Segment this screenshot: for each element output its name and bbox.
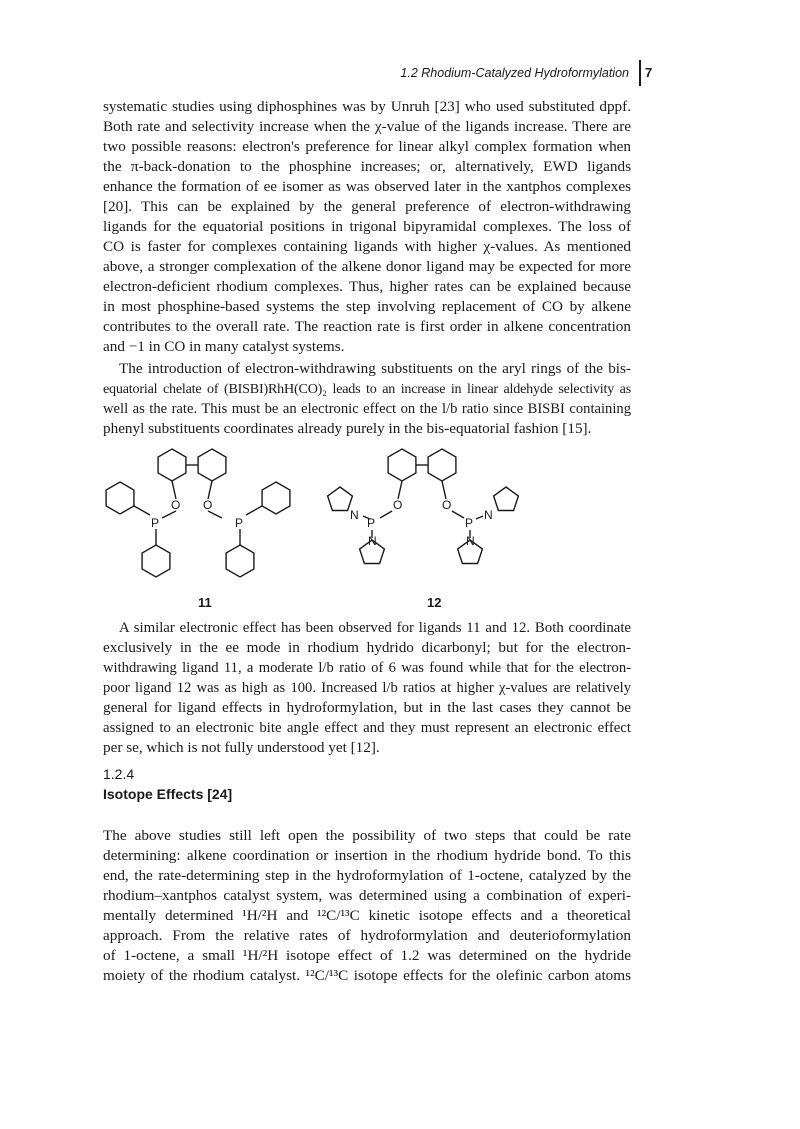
text-line: of 1-octene, a small ¹H/²H isotope effect of 1.2 was determined on the hydride — [103, 947, 631, 964]
text-line: assigned to an electronic bite angle effect and they must represent an electronic effect — [103, 720, 631, 736]
text-line: CO is faster for complexes containing ligands with higher χ-values. As mentioned — [103, 238, 631, 255]
benzene-ring — [142, 545, 170, 577]
text-line: rhodium–xantphos catalyst system, was determined using a combination of experi- — [103, 887, 631, 904]
nitrogen-label: N — [466, 534, 475, 548]
header-rule — [639, 60, 641, 86]
compound-12-structure — [328, 449, 519, 564]
nitrogen-label: N — [350, 508, 359, 522]
phosphorus-label: P — [465, 516, 474, 530]
benzene-ring — [198, 449, 226, 481]
text-line: phenyl substituents coordinates already purely in the bis-equatorial fashion [15]. — [103, 420, 592, 437]
phosphorus-label: P — [151, 516, 160, 530]
paragraph-4 — [103, 826, 631, 986]
oxygen-label: O — [171, 498, 181, 512]
benzene-ring — [226, 545, 254, 577]
text-line: Both rate and selectivity increase when the χ-value of the ligands increase. There are — [103, 118, 631, 135]
text-line: equatorial chelate of (BISBI)RhH(CO)₂ leads to an increase in linear aldehyde selectivity as — [103, 381, 631, 397]
text-line: and −1 in CO in many catalyst systems. — [103, 338, 345, 355]
oxygen-label: O — [442, 498, 452, 512]
phosphorus-label: P — [367, 516, 376, 530]
text-line: The introduction of electron-withdrawing substituents on the aryl rings of the bis- — [119, 360, 631, 377]
text-line: A similar electronic effect has been observed for ligands 11 and 12. Both coordinate — [119, 620, 631, 636]
text-line: exclusively in the ee mode in rhodium hydrido dicarbonyl; but for the electron- — [103, 639, 631, 656]
compound-12-label: 12 — [427, 595, 442, 610]
section-heading — [103, 764, 232, 804]
benzene-ring — [388, 449, 416, 481]
text-line: the π-back-donation to the phosphine increases; or, alternatively, EWD ligands — [103, 158, 631, 175]
text-line: [20]. This can be explained by the general preference of electron-withdrawing — [103, 198, 631, 215]
text-line: above, a stronger complexation of the alkene donor ligand may be expected for more — [103, 258, 631, 275]
text-line: approach. From the relative rates of hydroformylation and deuterioformylation — [103, 927, 631, 944]
text-line: in most phosphine-based systems the step involving replacement of CO by alkene — [103, 298, 631, 315]
text-line: The above studies still left open the possibility of two steps that could be rate — [103, 827, 631, 844]
pyrrole-ring — [328, 487, 353, 511]
benzene-ring — [428, 449, 456, 481]
text-line: well as the rate. This must be an electronic effect on the l/b ratio since BISBI containing — [103, 401, 631, 417]
benzene-ring — [106, 482, 134, 514]
paragraph-1 — [103, 97, 631, 357]
chemical-structures-figure — [100, 443, 540, 623]
text-line: mentally determined ¹H/²H and ¹²C/¹³C kinetic isotope effects and a theoretical — [103, 907, 631, 924]
paragraph-3 — [103, 618, 631, 758]
ligand-structures-svg — [100, 443, 540, 623]
pyrrole-ring — [494, 487, 519, 511]
text-line: systematic studies using diphosphines was by Unruh [23] who used substituted dppf. — [103, 98, 631, 115]
section-title: Isotope Effects [24] — [103, 786, 233, 802]
oxygen-label: O — [203, 498, 213, 512]
benzene-ring — [262, 482, 290, 514]
section-number: 1.2.4 — [103, 766, 135, 782]
running-title: 1.2 Rhodium-Catalyzed Hydroformylation — [400, 66, 629, 80]
text-line: enhance the formation of ee isomer as was observed later in the xantphos complexes — [103, 178, 631, 195]
text-line: moiety of the rhodium catalyst. ¹²C/¹³C isotope effects for the olefinic carbon atoms — [103, 967, 631, 984]
paragraph-2 — [103, 359, 631, 439]
text-line: per se, which is not fully understood yet [12]. — [103, 739, 380, 756]
text-line: ligands for the equatorial positions in trigonal bipyramidal complexes. The loss of — [103, 218, 631, 235]
nitrogen-label: N — [368, 534, 377, 548]
running-header — [103, 64, 655, 88]
text-line: end, the rate-determining step in the hydroformylation of 1-octene, catalyzed by the — [103, 867, 631, 884]
text-line: determining: alkene coordination or insertion in the rhodium hydride bond. To this — [103, 847, 631, 864]
compound-11-structure — [106, 449, 290, 577]
oxygen-label: O — [393, 498, 403, 512]
page-number: 7 — [645, 65, 653, 80]
benzene-ring — [158, 449, 186, 481]
text-line: contributes to the overall rate. The reaction rate is first order in alkene concentration — [103, 318, 631, 335]
compound-11-label: 11 — [198, 595, 212, 610]
text-line: two possible reasons: electron's preference for linear alkyl complex formation when — [103, 138, 631, 155]
text-line: withdrawing ligand 11, a moderate l/b ratio of 6 was found while that for the electron- — [103, 660, 631, 676]
text-line: general for ligand effects in hydroformylation, but in the last cases they cannot be — [103, 699, 631, 716]
text-line: electron-deficient rhodium complexes. Thus, higher rates can be explained because — [103, 278, 631, 295]
text-line: poor ligand 12 was as high as 100. Increased l/b ratios at higher χ-values are relatively — [103, 680, 631, 696]
nitrogen-label: N — [484, 508, 493, 522]
phosphorus-label: P — [235, 516, 244, 530]
